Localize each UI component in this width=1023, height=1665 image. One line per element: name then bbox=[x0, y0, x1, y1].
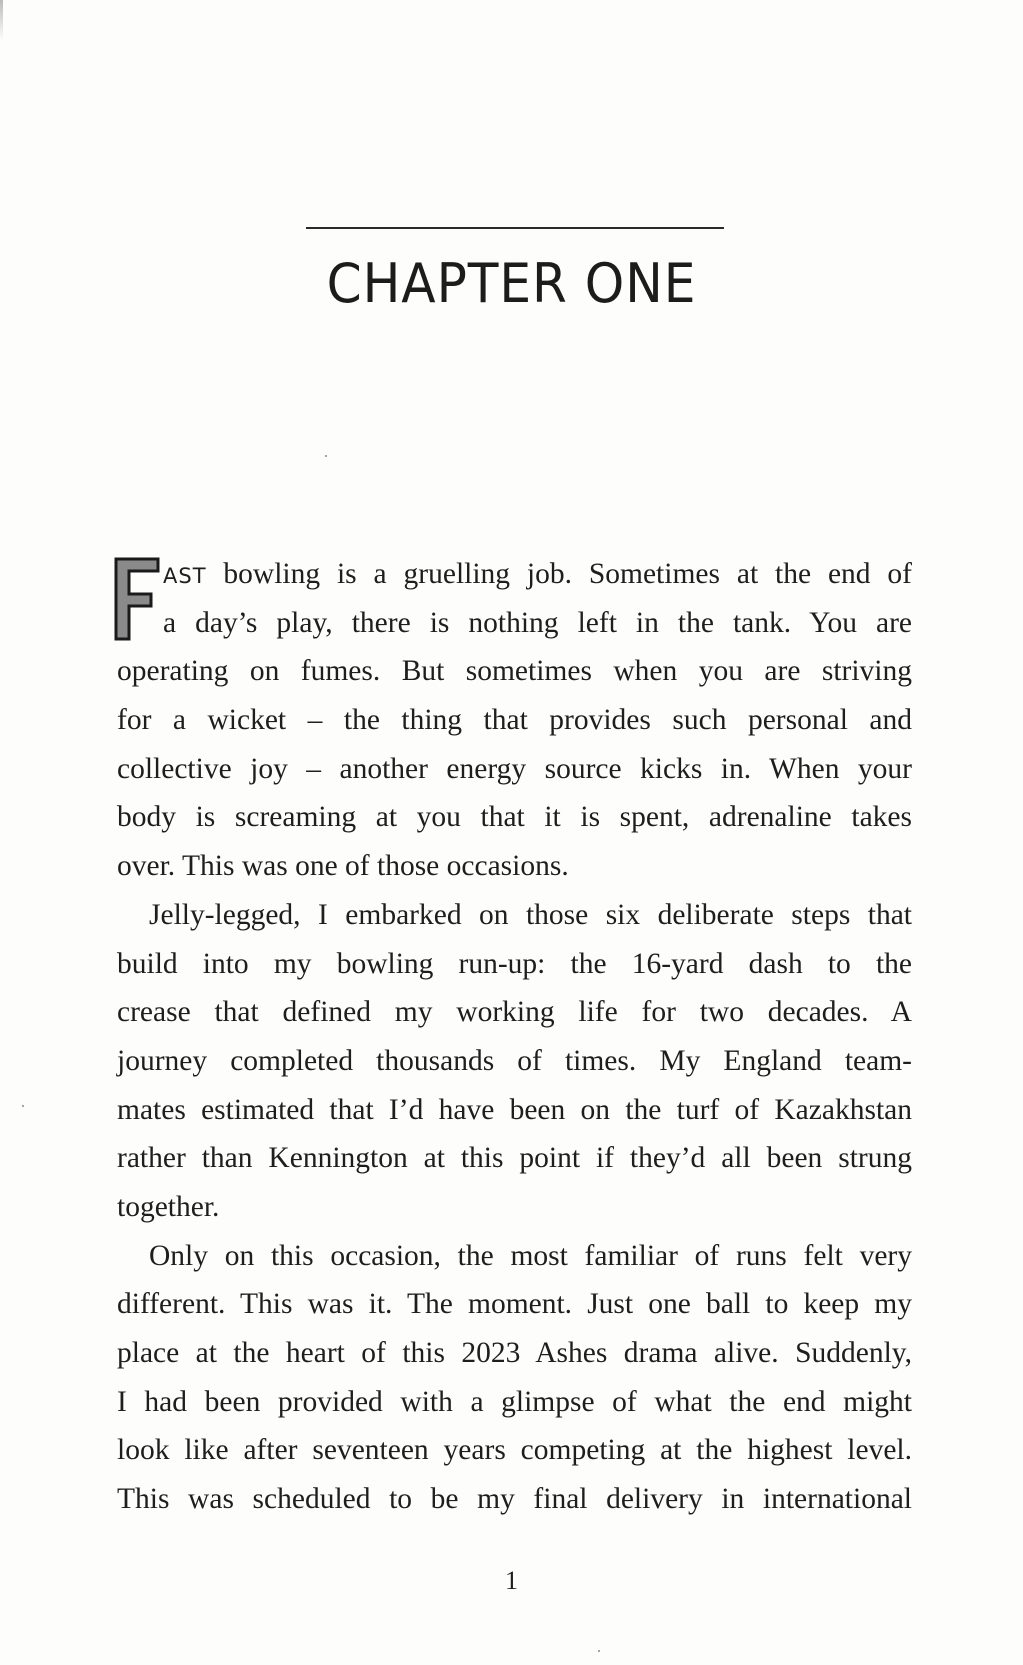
line-text: place at the heart of this 2023 Ashes drama alive. Suddenly, bbox=[117, 1337, 912, 1369]
chapter-rule bbox=[306, 227, 724, 229]
line-text: different. This was it. The moment. Just one ball to keep my bbox=[117, 1288, 912, 1321]
paragraph-line bbox=[117, 1329, 912, 1378]
line-text: body is screaming at you that it is spent, adrenaline takes bbox=[117, 801, 912, 834]
paragraph-line bbox=[117, 1232, 912, 1281]
page-edge-shadow bbox=[0, 0, 3, 40]
line-text: This was scheduled to be my final delivery in international bbox=[117, 1483, 912, 1516]
paragraph-line bbox=[117, 1183, 912, 1232]
paragraph-3 bbox=[117, 1232, 912, 1524]
paragraph-line bbox=[117, 988, 912, 1037]
line-text: Only on this occasion, the most familiar of runs felt very bbox=[149, 1239, 912, 1272]
page-number: 1 bbox=[505, 1566, 518, 1595]
paragraph-line bbox=[117, 1134, 912, 1183]
line-text: together. bbox=[117, 1190, 220, 1223]
line-text: over. This was one of those occasions. bbox=[117, 850, 569, 883]
line-text: journey completed thousands of times. My England team- bbox=[117, 1044, 912, 1077]
paragraph-line bbox=[117, 793, 912, 842]
paragraph-line bbox=[117, 891, 912, 940]
line-text: mates estimated that I’d have been on the turf of Kazakhstan bbox=[117, 1093, 912, 1126]
paragraph-line bbox=[117, 647, 912, 696]
line-text: collective joy – another energy source kicks in. When your bbox=[117, 752, 912, 785]
paragraph-line bbox=[117, 940, 912, 989]
line-text: bowling is a gruelling job. Sometimes at the end of bbox=[206, 558, 912, 590]
paragraph-line bbox=[117, 696, 912, 745]
scan-speck bbox=[22, 1105, 24, 1107]
paragraph-2 bbox=[117, 891, 912, 1232]
paragraph-line bbox=[117, 599, 912, 648]
scan-speck bbox=[325, 455, 327, 457]
paragraph-line bbox=[117, 1378, 912, 1427]
paragraph-1 bbox=[117, 550, 912, 647]
line-text: a day’s play, there is nothing left in the tank. You are bbox=[163, 606, 912, 639]
paragraph-line bbox=[117, 1475, 912, 1524]
line-text: operating on fumes. But sometimes when you are striving bbox=[117, 655, 912, 688]
line-text: for a wicket – the thing that provides such personal and bbox=[117, 704, 912, 737]
line-text: look like after seventeen years competing at the highest level. bbox=[117, 1434, 912, 1467]
chapter-body bbox=[117, 550, 912, 1524]
paragraph-1-continued bbox=[117, 647, 912, 890]
line-text: rather than Kennington at this point if they’d all been strung bbox=[117, 1142, 912, 1175]
paragraph-line bbox=[117, 1037, 912, 1086]
paragraph-line bbox=[117, 1426, 912, 1475]
scan-speck bbox=[598, 1650, 600, 1652]
line-text: Jelly-legged, I embarked on those six deliberate steps that bbox=[149, 898, 912, 931]
paragraph-line bbox=[117, 1280, 912, 1329]
paragraph-line bbox=[117, 1086, 912, 1135]
line-text: build into my bowling run-up: the 16-yard dash to the bbox=[117, 947, 912, 980]
drop-cap-smallcaps: AST bbox=[163, 564, 207, 588]
line-text: crease that defined my working life for two decades. A bbox=[117, 996, 912, 1029]
chapter-title: CHAPTER ONE bbox=[326, 252, 697, 315]
line-text: I had been provided with a glimpse of what the end might bbox=[117, 1385, 912, 1418]
paragraph-line bbox=[117, 745, 912, 794]
paragraph-line bbox=[117, 842, 912, 891]
paragraph-line bbox=[117, 550, 912, 599]
